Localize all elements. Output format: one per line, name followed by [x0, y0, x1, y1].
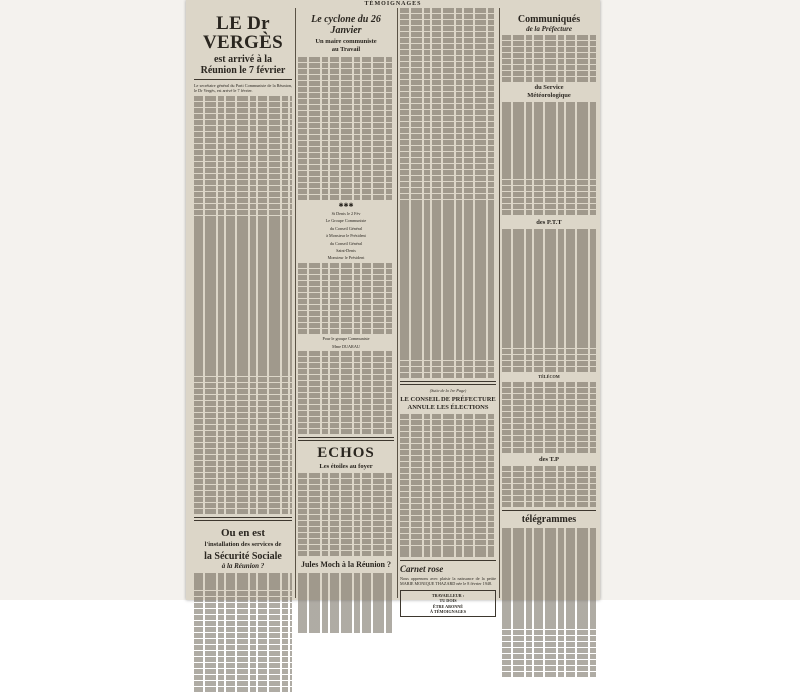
ptt-headline: des P.T.T: [536, 219, 562, 227]
notice-line-3: ÊTRE ABONNÉ: [432, 603, 464, 609]
carnet-rose-text: Nous apprenons avec plaisir la naissance de la petite MARIE MONIQUE THAZARD née le 8 février 1948.: [400, 575, 496, 587]
secu-headline-2: l'installation des services de: [204, 541, 282, 549]
cyclone-sub-1: Un maire communiste: [315, 38, 377, 45]
jules-moch-body: [298, 573, 394, 632]
secu-headline-3: la Sécurité Sociale: [204, 551, 282, 563]
letter-signature-2: Mme DUARAU: [332, 343, 360, 349]
cyclone-body: [298, 57, 394, 200]
letter-body: [298, 263, 394, 334]
secu-article-body: [194, 573, 292, 692]
letter-sender-2: du Conseil Général: [329, 225, 363, 231]
meteo-headline-1: du Service: [534, 84, 564, 92]
letter-recipient-1: à Monsieur le Président: [326, 233, 366, 239]
subscription-notice: [400, 590, 496, 618]
column-1: [194, 8, 292, 598]
tp-headline: des T.P: [539, 456, 559, 464]
secu-headline-1: Ou en est: [221, 527, 265, 540]
article-body: [194, 96, 292, 514]
letter-recipient-3: Saint-Denis: [336, 248, 356, 254]
tp-body: [502, 466, 596, 507]
letter-recipient-2: du Conseil Général: [329, 240, 363, 246]
echos-body: [298, 473, 394, 556]
echos-headline: ECHOS: [317, 445, 375, 462]
column-rule: [499, 8, 500, 598]
section-divider: [400, 381, 496, 385]
section-divider: [194, 517, 292, 521]
column-4: [502, 8, 596, 598]
continued-label: (Suite de la 1re Page): [429, 388, 467, 394]
echos-subheadline: Les étoiles au foyer: [319, 463, 373, 471]
column-2: [298, 8, 394, 598]
letter-signature-1: Pour le groupe Communiste: [322, 336, 370, 342]
jules-moch-headline: Jules Moch à la Réunion ?: [300, 560, 391, 570]
secu-headline-4: à la Réunion ?: [221, 562, 265, 571]
cyclone-body-continued: [298, 351, 394, 434]
letter-sender-1: Le Groupe Communiste: [325, 218, 367, 224]
letter-date: St Denis le 2 Fév: [331, 211, 361, 217]
carnet-rose-headline: Carnet rose: [400, 563, 444, 574]
telecom-body: [502, 382, 596, 453]
headline-line-2: est arrivé à la: [213, 54, 273, 65]
notice-line-1: TRAVAILLEUR :: [431, 592, 465, 598]
communiques-headline: Communiqués: [517, 14, 581, 25]
headline-verges: LE Dr VERGÈS: [203, 13, 283, 53]
meteo-body: [502, 102, 596, 215]
divider: [502, 510, 596, 511]
divider: [400, 560, 496, 561]
ptt-body: [502, 229, 596, 372]
newspaper-page: [186, 0, 600, 614]
column-rule: [397, 8, 398, 598]
article-paragraph: Le secrétaire général du Parti Communiste de la Réunion, le Dr Vergès, est arrivé le 7 février.: [194, 83, 292, 94]
notice-line-4: À TÉMOIGNAGES: [429, 608, 467, 614]
telegrammes-body: [502, 528, 596, 677]
masthead: TÉMOIGNAGES: [364, 1, 422, 7]
letter-salutation: Monsieur le Président: [327, 255, 365, 261]
telegrammes-headline: télégrammes: [521, 514, 577, 526]
communiques-subheadline: de la Préfecture: [526, 25, 572, 33]
telecom-label: TÉLÉCOM: [538, 374, 560, 380]
communiques-body: [502, 35, 596, 82]
column-3: [400, 8, 496, 614]
column-rule: [295, 8, 296, 598]
prefecture-headline-2: ANNULE LES ÉLECTIONS: [407, 403, 489, 411]
separator-stars: ✱✱✱: [338, 203, 354, 210]
section-divider: [298, 437, 394, 441]
prefecture-body: [400, 414, 496, 557]
cyclone-sub-2: au Travail: [331, 46, 361, 53]
prefecture-headline-1: LE CONSEIL DE PRÉFECTURE: [400, 395, 496, 403]
elections-body-top: [400, 8, 496, 378]
headline-line-3: Réunion le 7 février: [200, 65, 286, 76]
divider: [194, 79, 292, 80]
meteo-headline-2: Météorologique: [527, 92, 571, 100]
cyclone-headline: Le cyclone du 26 Janvier: [311, 14, 381, 36]
notice-line-2: TU DOIS: [439, 598, 457, 604]
